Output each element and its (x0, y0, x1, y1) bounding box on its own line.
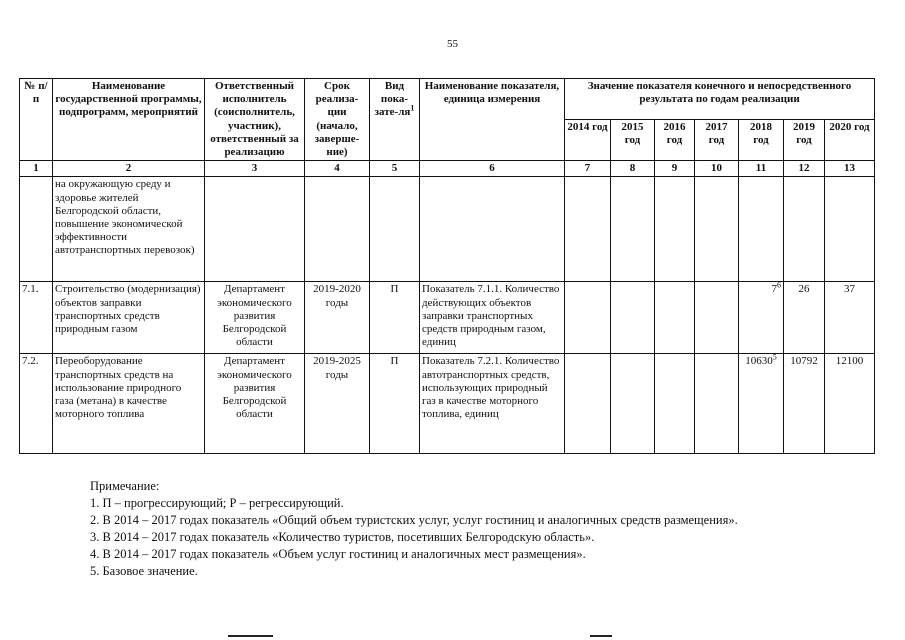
row-value-2020: 37 (825, 282, 875, 354)
row-value-2016 (655, 354, 695, 454)
row-value-2014 (565, 354, 611, 454)
row-value-2020 (825, 177, 875, 282)
header-program-name: Наименование государственной программы, подпрограмм, мероприятий (53, 79, 205, 161)
column-number: 12 (784, 161, 825, 177)
column-number: 1 (20, 161, 53, 177)
row-value-2015 (611, 177, 655, 282)
header-year: 2019 год (784, 120, 825, 161)
row-value-2018 (739, 177, 784, 282)
table-row (20, 177, 875, 282)
table-row (20, 354, 875, 454)
row-value-2020: 12100 (825, 354, 875, 454)
header-year: 2014 год (565, 120, 611, 161)
row-value-2018 (739, 282, 784, 354)
row-value-2019 (784, 177, 825, 282)
scan-mark (228, 635, 273, 637)
column-numbers-row (20, 161, 875, 177)
header-indicator-name: Наименование показателя, единица измерения (420, 79, 565, 161)
row-value-2018-sup: 6 (777, 280, 781, 290)
row-value-2014 (565, 282, 611, 354)
column-number: 6 (420, 161, 565, 177)
header-year: 2020 год (825, 120, 875, 161)
column-number: 3 (205, 161, 305, 177)
row-term: 2019-2025 годы (305, 354, 370, 454)
row-program-name: на окружающую среду и здоровье жителей Белгородской области, повышение экономической эффективности автотранспортных перевозок) (53, 177, 205, 282)
row-value-2014 (565, 177, 611, 282)
row-value-2016 (655, 282, 695, 354)
header-year: 2017 год (695, 120, 739, 161)
row-value-2018-sup: 5 (772, 352, 777, 362)
row-term (305, 177, 370, 282)
header-indicator-kind-text: Вид пока-зате-ля (374, 80, 411, 119)
row-value-2019: 10792 (784, 354, 825, 454)
row-kind: П (370, 354, 420, 454)
row-executor: Департамент экономического развития Белгородской области (205, 354, 305, 454)
row-value-2018-text: 7 (771, 283, 777, 296)
note-item: 5. Базовое значение. (90, 564, 198, 578)
column-number: 4 (305, 161, 370, 177)
header-executor: Ответственный исполнитель (соисполнитель, участник), ответственный за реализацию (205, 79, 305, 161)
row-num (20, 177, 53, 282)
header-year: 2018 год (739, 120, 784, 161)
column-number: 2 (53, 161, 205, 177)
row-value-2019: 26 (784, 282, 825, 354)
row-value-2017 (695, 177, 739, 282)
note-item: 2. В 2014 – 2017 годах показатель «Общий объем туристских услуг, услуг гостиниц и аналогичных средств размещения». (90, 513, 738, 527)
column-number: 8 (611, 161, 655, 177)
header-num: № п/п (20, 79, 53, 161)
header-values-group: Значение показателя конечного и непосредственного результата по годам реализации (565, 79, 875, 120)
row-executor (205, 177, 305, 282)
row-indicator: Показатель 7.1.1. Количество действующих объектов заправки транспортных средств природным газом, единиц (420, 282, 565, 354)
column-number: 5 (370, 161, 420, 177)
column-number: 7 (565, 161, 611, 177)
row-program-name: Строительство (модернизация) объектов заправки транспортных средств природным газом (53, 282, 205, 354)
row-program-name: Переоборудование транспортных средств на использование природного газа (метана) в качестве моторного топлива (53, 354, 205, 454)
header-indicator-kind (370, 79, 420, 161)
row-value-2018 (739, 354, 784, 454)
row-indicator (420, 177, 565, 282)
scan-mark (590, 635, 612, 637)
row-value-2017 (695, 354, 739, 454)
column-number: 11 (739, 161, 784, 177)
header-row (20, 79, 875, 120)
row-value-2018-text: 10630 (745, 355, 773, 368)
page-number: 55 (447, 38, 458, 50)
note-item: 4. В 2014 – 2017 годах показатель «Объем услуг гостиниц и аналогичных мест размещения». (90, 547, 586, 561)
note-item: 3. В 2014 – 2017 годах показатель «Количество туристов, посетивших Белгородскую область». (90, 530, 595, 544)
row-executor: Департамент экономического развития Белгородской области (205, 282, 305, 354)
row-num: 7.1. (20, 282, 53, 354)
row-term: 2019-2020 годы (305, 282, 370, 354)
header-year: 2016 год (655, 120, 695, 161)
table-row (20, 282, 875, 354)
column-number: 10 (695, 161, 739, 177)
row-value-2015 (611, 354, 655, 454)
indicators-table (19, 78, 875, 454)
row-kind: П (370, 282, 420, 354)
row-value-2015 (611, 282, 655, 354)
header-term: Срок реализа-ции (начало, заверше-ние) (305, 79, 370, 161)
column-number: 9 (655, 161, 695, 177)
notes-title: Примечание: (90, 479, 160, 493)
notes-block (90, 478, 738, 580)
row-kind (370, 177, 420, 282)
row-value-2016 (655, 177, 695, 282)
header-year: 2015 год (611, 120, 655, 161)
row-num: 7.2. (20, 354, 53, 454)
row-indicator: Показатель 7.2.1. Количество автотранспортных средств, использующих природный газ в качестве моторного топлива, единиц (420, 354, 565, 454)
note-item: 1. П – прогрессирующий; Р – регрессирующий. (90, 496, 344, 510)
column-number: 13 (825, 161, 875, 177)
header-indicator-kind-sup: 1 (410, 103, 415, 113)
row-value-2017 (695, 282, 739, 354)
